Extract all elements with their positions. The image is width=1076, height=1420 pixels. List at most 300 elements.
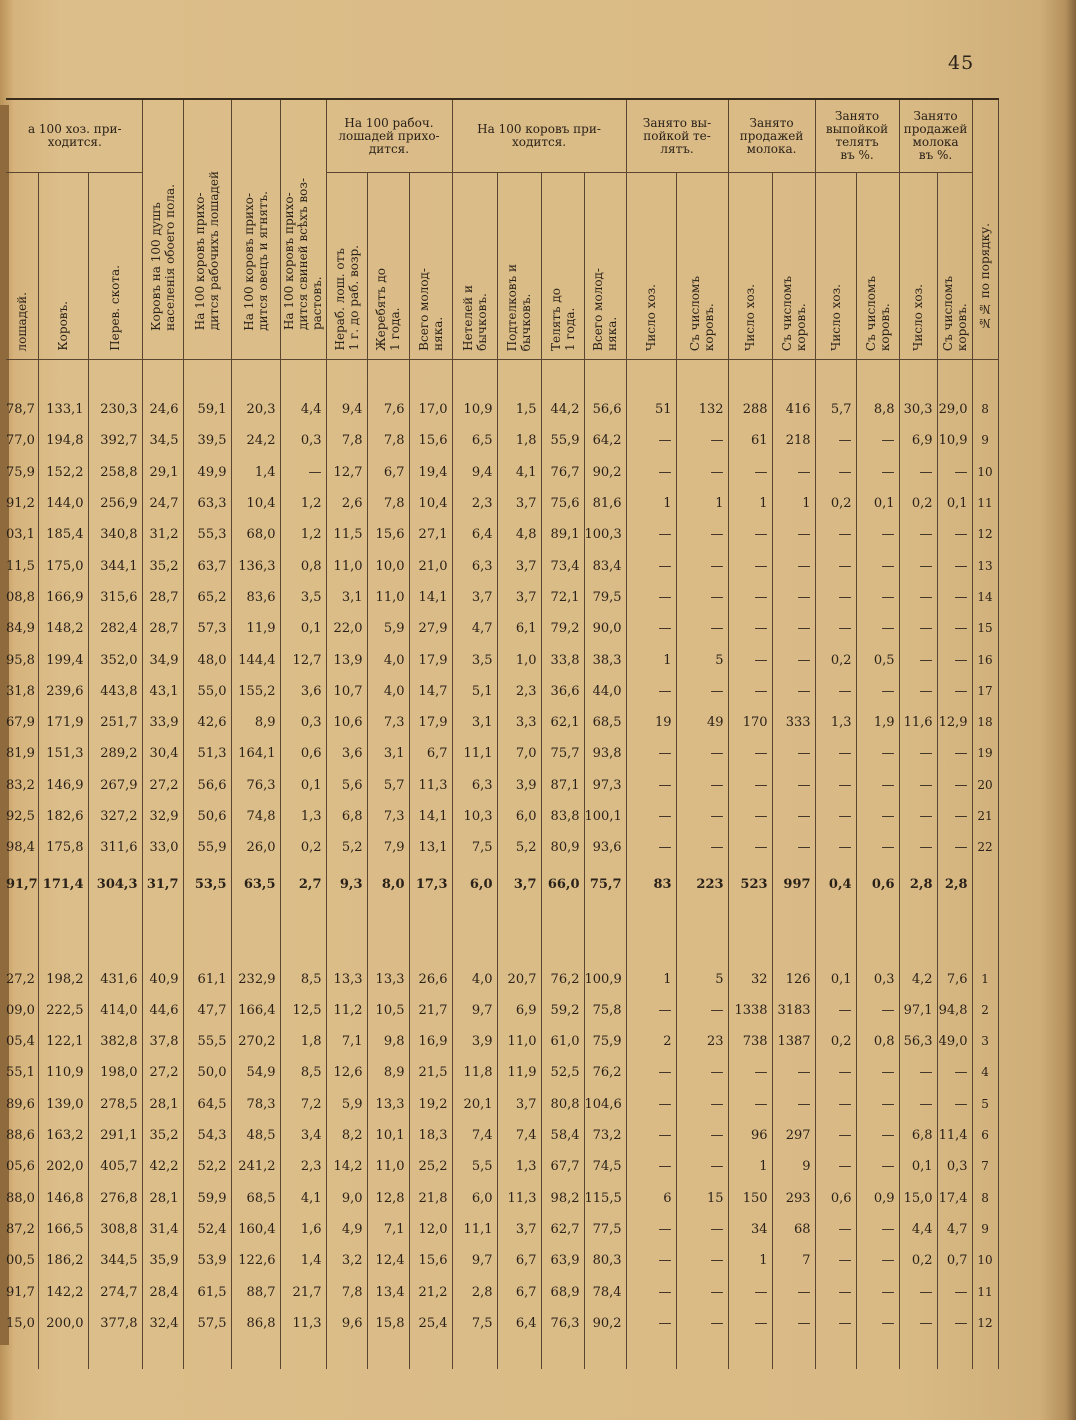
table-row — [6, 582, 998, 613]
table-cell: 11,1 — [452, 738, 497, 769]
table-cell: — — [676, 1057, 728, 1088]
row-number-cell: 22 — [972, 832, 998, 863]
table-cell: 186,2 — [38, 1245, 88, 1276]
row-number-cell: 8 — [972, 1183, 998, 1214]
table-cell: — — [899, 613, 937, 644]
row-number-cell: 19 — [972, 738, 998, 769]
table-cell: 5,7 — [815, 394, 856, 425]
table-cell: 35,2 — [142, 550, 183, 581]
table-cell: 11,9 — [497, 1057, 541, 1088]
table-cell: — — [626, 1245, 676, 1276]
table-cell: — — [815, 801, 856, 832]
table-cell: 89,6 — [6, 1096, 35, 1112]
table-cell: — — [856, 457, 899, 488]
table-cell: 1,2 — [280, 488, 326, 519]
row-number-cell: 18 — [972, 707, 998, 738]
table-cell: 431,6 — [88, 963, 142, 994]
table-cell: — — [899, 1308, 937, 1339]
table-cell: 1,4 — [280, 1245, 326, 1276]
table-cell: 6,5 — [452, 425, 497, 456]
table-cell: 92,5 — [6, 809, 35, 824]
table-cell: 59,2 — [541, 995, 584, 1026]
table-cell: 308,8 — [88, 1214, 142, 1245]
row-number-cell: 8 — [972, 394, 998, 425]
row-number-cell: 10 — [972, 457, 998, 488]
table-row — [6, 707, 998, 738]
table-cell: 6,8 — [326, 801, 367, 832]
table-cell: — — [728, 738, 772, 769]
table-cell: 0,1 — [280, 613, 326, 644]
table-cell: 43,1 — [142, 676, 183, 707]
table-cell: 202,0 — [38, 1151, 88, 1182]
table-cell: — — [728, 832, 772, 863]
table-cell: 49,0 — [937, 1026, 972, 1057]
table-cell: 7,3 — [367, 707, 409, 738]
table-row — [6, 1151, 998, 1182]
table-cell: 16,9 — [409, 1026, 452, 1057]
table-cell: 5,1 — [452, 676, 497, 707]
table-cell: 83,6 — [231, 582, 280, 613]
table-cell: 19,4 — [409, 457, 452, 488]
table-cell: 0,3 — [280, 707, 326, 738]
table-row — [6, 1276, 998, 1307]
table-cell: 289,2 — [88, 738, 142, 769]
table-cell: 327,2 — [88, 801, 142, 832]
table-cell: 34,9 — [142, 644, 183, 675]
table-cell: 115,5 — [584, 1183, 626, 1214]
table-cell: 256,9 — [88, 488, 142, 519]
table-cell: — — [899, 519, 937, 550]
table-cell: 4,1 — [497, 457, 541, 488]
table-cell: 63,9 — [541, 1245, 584, 1276]
table-cell: — — [728, 676, 772, 707]
table-cell: — — [899, 1089, 937, 1120]
table-cell: 9,0 — [326, 1183, 367, 1214]
table-cell: — — [815, 1089, 856, 1120]
table-cell: 03,1 — [6, 527, 35, 543]
table-cell: 72,1 — [541, 582, 584, 613]
table-cell: 59,1 — [183, 394, 231, 425]
table-cell: 74,5 — [584, 1151, 626, 1182]
row-number-cell: 11 — [972, 488, 998, 519]
table-cell: — — [856, 1214, 899, 1245]
table-cell: 0,1 — [280, 770, 326, 801]
table-cell: 6,0 — [497, 801, 541, 832]
table-row — [6, 1120, 998, 1151]
table-cell: 175,0 — [38, 550, 88, 581]
table-cell: — — [772, 582, 815, 613]
table-cell: — — [815, 995, 856, 1026]
table-cell: 297 — [772, 1120, 815, 1151]
table-cell: 63,5 — [231, 863, 280, 905]
table-cell: 7 — [772, 1245, 815, 1276]
header-calves: Телятъ до 1 года. — [541, 173, 584, 360]
table-cell: — — [899, 644, 937, 675]
table-cell: 274,7 — [88, 1276, 142, 1307]
table-cell: — — [676, 1308, 728, 1339]
table-cell: 2 — [626, 1026, 676, 1057]
table-cell: 86,8 — [231, 1308, 280, 1339]
table-cell: 9,3 — [326, 863, 367, 905]
table-cell: 14,1 — [409, 582, 452, 613]
table-cell: 414,0 — [88, 995, 142, 1026]
table-cell: 6,4 — [497, 1308, 541, 1339]
table-cell: — — [856, 1276, 899, 1307]
table-cell: 288 — [728, 394, 772, 425]
table-cell: 21,0 — [409, 550, 452, 581]
table-cell: 2,8 — [899, 863, 937, 905]
table-row — [6, 550, 998, 581]
table-cell: 4,9 — [326, 1214, 367, 1245]
table-cell: 1,6 — [280, 1214, 326, 1245]
table-cell: 5,7 — [367, 770, 409, 801]
table-cell: 76,3 — [541, 1308, 584, 1339]
table-cell: 164,1 — [231, 738, 280, 769]
table-cell: 0,1 — [899, 1151, 937, 1182]
table-cell: 2,6 — [326, 488, 367, 519]
table-cell: 98,2 — [541, 1183, 584, 1214]
table-cell: 0,2 — [899, 1245, 937, 1276]
table-cell: — — [899, 770, 937, 801]
table-cell: 55,3 — [183, 519, 231, 550]
table-cell: 4,2 — [899, 963, 937, 994]
table-cell: 3183 — [772, 995, 815, 1026]
table-cell: 98,4 — [6, 840, 35, 856]
table-cell: 9,4 — [326, 394, 367, 425]
table-cell: 11,0 — [497, 1026, 541, 1057]
table-cell: — — [856, 1151, 899, 1182]
table-cell: 5,6 — [326, 770, 367, 801]
table-cell: 6,3 — [452, 550, 497, 581]
table-cell: 30,3 — [899, 394, 937, 425]
table-cell: 6,9 — [497, 995, 541, 1026]
table-cell: 91,2 — [6, 496, 35, 512]
table-cell: 9,7 — [452, 995, 497, 1026]
table-cell: 166,5 — [38, 1214, 88, 1245]
table-cell: 26,6 — [409, 963, 452, 994]
table-row — [6, 519, 998, 550]
table-cell: 175,8 — [38, 832, 88, 863]
table-cell: — — [899, 550, 937, 581]
table-cell: — — [899, 832, 937, 863]
table-cell: 88,6 — [6, 1128, 35, 1144]
header-nonworking-horses: Нераб. лош. отъ 1 г. до раб. возр. — [326, 173, 367, 360]
table-cell: 163,2 — [38, 1120, 88, 1151]
table-cell: 0,1 — [856, 488, 899, 519]
table-cell: — — [815, 1057, 856, 1088]
table-cell: — — [728, 1308, 772, 1339]
table-cell: 80,3 — [584, 1245, 626, 1276]
table-cell: 09,0 — [6, 1002, 35, 1018]
table-cell: 55,1 — [6, 1065, 35, 1081]
table-cell: 55,0 — [183, 676, 231, 707]
table-cell: 9,4 — [452, 457, 497, 488]
table-cell: 37,8 — [142, 1026, 183, 1057]
table-cell: — — [856, 425, 899, 456]
table-cell: 6,9 — [899, 425, 937, 456]
table-cell: — — [937, 1089, 972, 1120]
table-cell: 1 — [772, 488, 815, 519]
table-cell: 7,4 — [497, 1120, 541, 1151]
table-cell: 344,1 — [88, 550, 142, 581]
table-cell: 83,8 — [541, 801, 584, 832]
table-cell: 304,3 — [88, 863, 142, 905]
table-cell: — — [856, 801, 899, 832]
table-cell: 68,5 — [584, 707, 626, 738]
table-cell: — — [856, 1245, 899, 1276]
table-cell: — — [856, 613, 899, 644]
table-cell: — — [856, 770, 899, 801]
table-cell: — — [626, 770, 676, 801]
table-cell: — — [856, 1089, 899, 1120]
table-cell: 6,7 — [409, 738, 452, 769]
table-cell: — — [772, 613, 815, 644]
table-cell: 97,3 — [584, 770, 626, 801]
table-cell: — — [626, 1308, 676, 1339]
table-cell: 20,3 — [231, 394, 280, 425]
table-cell: 56,3 — [899, 1026, 937, 1057]
table-cell: 3,7 — [497, 1089, 541, 1120]
table-cell: 56,6 — [183, 770, 231, 801]
table-cell: — — [728, 550, 772, 581]
table-cell: — — [815, 425, 856, 456]
table-cell: 61,5 — [183, 1276, 231, 1307]
table-cell: 44,2 — [541, 394, 584, 425]
table-cell: — — [626, 1151, 676, 1182]
table-cell: — — [676, 1120, 728, 1151]
table-cell: — — [626, 676, 676, 707]
table-cell: 15,6 — [409, 425, 452, 456]
table-cell: 13,3 — [326, 963, 367, 994]
table-cell: — — [856, 582, 899, 613]
table-row — [6, 963, 998, 994]
table-cell: 49,9 — [183, 457, 231, 488]
table-cell: 65,2 — [183, 582, 231, 613]
table-cell: 7,1 — [367, 1214, 409, 1245]
table-row — [6, 1057, 998, 1088]
table-cell: 24,7 — [142, 488, 183, 519]
row-number-cell: 11 — [972, 1276, 998, 1307]
table-cell: 55,9 — [183, 832, 231, 863]
table-cell: 66,0 — [541, 863, 584, 905]
table-cell: 251,7 — [88, 707, 142, 738]
table-cell: 1 — [676, 488, 728, 519]
table-cell: 94,8 — [937, 995, 972, 1026]
table-cell: 33,0 — [142, 832, 183, 863]
table-cell: — — [626, 1057, 676, 1088]
table-cell: — — [937, 770, 972, 801]
table-cell: 57,5 — [183, 1308, 231, 1339]
table-cell: 276,8 — [88, 1183, 142, 1214]
table-cell: 7,0 — [497, 738, 541, 769]
table-cell: 133,1 — [38, 394, 88, 425]
table-cell: 44,0 — [584, 676, 626, 707]
table-cell: 1,3 — [280, 801, 326, 832]
table-cell: 11,3 — [497, 1183, 541, 1214]
table-cell: 10,6 — [326, 707, 367, 738]
table-cell: — — [772, 676, 815, 707]
table-cell: 13,3 — [367, 1089, 409, 1120]
table-cell: 17,3 — [409, 863, 452, 905]
table-cell: 7,4 — [452, 1120, 497, 1151]
table-cell: 405,7 — [88, 1151, 142, 1182]
row-number-cell: 16 — [972, 644, 998, 675]
table-cell: 33,9 — [142, 707, 183, 738]
table-cell: 9 — [772, 1151, 815, 1182]
table-cell: — — [815, 676, 856, 707]
table-cell: 144,4 — [231, 644, 280, 675]
group-header-per-100-hoz: а 100 хоз. при- ходится. — [6, 99, 142, 173]
table-cell: 14,1 — [409, 801, 452, 832]
table-cell: — — [856, 1120, 899, 1151]
table-cell: 10,1 — [367, 1120, 409, 1151]
table-cell: 8,9 — [367, 1057, 409, 1088]
table-cell: 152,2 — [38, 457, 88, 488]
table-cell: 91,7 — [6, 1284, 35, 1300]
table-cell: 29,1 — [142, 457, 183, 488]
table-cell: — — [676, 550, 728, 581]
table-cell: 20,7 — [497, 963, 541, 994]
table-cell: 8,5 — [280, 963, 326, 994]
table-cell: 67,7 — [541, 1151, 584, 1182]
table-cell: 44,6 — [142, 995, 183, 1026]
table-cell: 15 — [676, 1183, 728, 1214]
table-cell: 11,6 — [899, 707, 937, 738]
table-cell: 136,3 — [231, 550, 280, 581]
table-cell: 05,4 — [6, 1034, 35, 1050]
table-cell: 1 — [728, 1245, 772, 1276]
table-cell: — — [772, 770, 815, 801]
row-number-cell: 6 — [972, 1120, 998, 1151]
table-cell: 67,9 — [6, 715, 35, 731]
table-cell: — — [728, 582, 772, 613]
table-cell: 3,9 — [452, 1026, 497, 1057]
table-cell: 35,2 — [142, 1120, 183, 1151]
page-number: 45 — [948, 52, 975, 74]
row-number-cell: 21 — [972, 801, 998, 832]
table-cell: 7,1 — [326, 1026, 367, 1057]
table-cell: 91,7 — [6, 876, 38, 892]
table-cell: 146,8 — [38, 1183, 88, 1214]
table-cell: 31,8 — [6, 683, 35, 699]
table-cell: — — [626, 738, 676, 769]
table-cell: 75,8 — [584, 995, 626, 1026]
table-cell: 55,9 — [541, 425, 584, 456]
table-cell: 4,0 — [452, 963, 497, 994]
table-cell: 4,4 — [899, 1214, 937, 1245]
table-cell: — — [676, 582, 728, 613]
table-cell: 7,8 — [326, 425, 367, 456]
table-cell: 0,8 — [856, 1026, 899, 1057]
table-cell: 5 — [676, 963, 728, 994]
table-cell: 23 — [676, 1026, 728, 1057]
table-cell: — — [899, 801, 937, 832]
table-cell: — — [728, 613, 772, 644]
table-cell: 79,5 — [584, 582, 626, 613]
table-cell: 12,7 — [280, 644, 326, 675]
table-cell: 25,4 — [409, 1308, 452, 1339]
table-cell: 3,7 — [452, 582, 497, 613]
table-cell: — — [937, 519, 972, 550]
table-cell: 122,1 — [38, 1026, 88, 1057]
table-cell: 3,2 — [326, 1245, 367, 1276]
table-cell: 1 — [626, 963, 676, 994]
table-cell: 267,9 — [88, 770, 142, 801]
table-cell: 76,3 — [231, 770, 280, 801]
table-cell: 56,6 — [584, 394, 626, 425]
table-row — [6, 1026, 998, 1057]
table-cell: — — [815, 1308, 856, 1339]
table-cell: 19 — [626, 707, 676, 738]
table-cell: 51 — [626, 394, 676, 425]
table-cell: 28,1 — [142, 1183, 183, 1214]
table-cell: 104,6 — [584, 1089, 626, 1120]
table-cell: — — [937, 1057, 972, 1088]
table-cell: 3,4 — [280, 1120, 326, 1151]
row-number-cell: 12 — [972, 519, 998, 550]
table-row — [6, 1183, 998, 1214]
table-cell: 2,3 — [452, 488, 497, 519]
table-cell: 11,2 — [326, 995, 367, 1026]
table-cell: 100,3 — [584, 519, 626, 550]
table-cell: 05,6 — [6, 1159, 35, 1175]
table-cell: 53,5 — [183, 863, 231, 905]
table-cell: — — [899, 676, 937, 707]
table-cell: 171,9 — [38, 707, 88, 738]
table-cell: — — [937, 644, 972, 675]
table-cell: 5,2 — [497, 832, 541, 863]
row-number-cell: 3 — [972, 1026, 998, 1057]
table-cell: 1,8 — [280, 1026, 326, 1057]
table-cell: 333 — [772, 707, 815, 738]
table-cell: 1,4 — [231, 457, 280, 488]
table-cell: 7,5 — [452, 1308, 497, 1339]
header-calf-num-hoz: Число хоз. — [626, 173, 676, 360]
table-cell: 11,9 — [231, 613, 280, 644]
table-cell: 83 — [626, 863, 676, 905]
table-cell: 11,5 — [6, 558, 35, 574]
table-cell: 3,1 — [326, 582, 367, 613]
table-cell: 88,0 — [6, 1190, 35, 1206]
table-cell: 3,3 — [497, 707, 541, 738]
table-cell: — — [815, 582, 856, 613]
table-cell: — — [772, 457, 815, 488]
table-cell: 12,9 — [937, 707, 972, 738]
table-cell: 17,9 — [409, 707, 452, 738]
table-cell: — — [676, 519, 728, 550]
table-cell: 144,0 — [38, 488, 88, 519]
table-cell: 11,3 — [409, 770, 452, 801]
table-cell: — — [676, 995, 728, 1026]
table-cell: 6,7 — [367, 457, 409, 488]
table-cell: 12,5 — [280, 995, 326, 1026]
table-cell: 39,5 — [183, 425, 231, 456]
table-cell: 27,2 — [142, 1057, 183, 1088]
row-number-cell: 12 — [972, 1308, 998, 1339]
table-cell: — — [772, 550, 815, 581]
table-cell: 416 — [772, 394, 815, 425]
table-cell: — — [899, 738, 937, 769]
table-cell: 61 — [728, 425, 772, 456]
table-cell: 42,6 — [183, 707, 231, 738]
table-cell: 97,1 — [899, 995, 937, 1026]
table-cell: 52,5 — [541, 1057, 584, 1088]
table-cell: 155,2 — [231, 676, 280, 707]
table-cell: 11,3 — [280, 1308, 326, 1339]
table-cell: — — [772, 644, 815, 675]
table-cell: 5,9 — [367, 613, 409, 644]
table-cell: 80,8 — [541, 1089, 584, 1120]
